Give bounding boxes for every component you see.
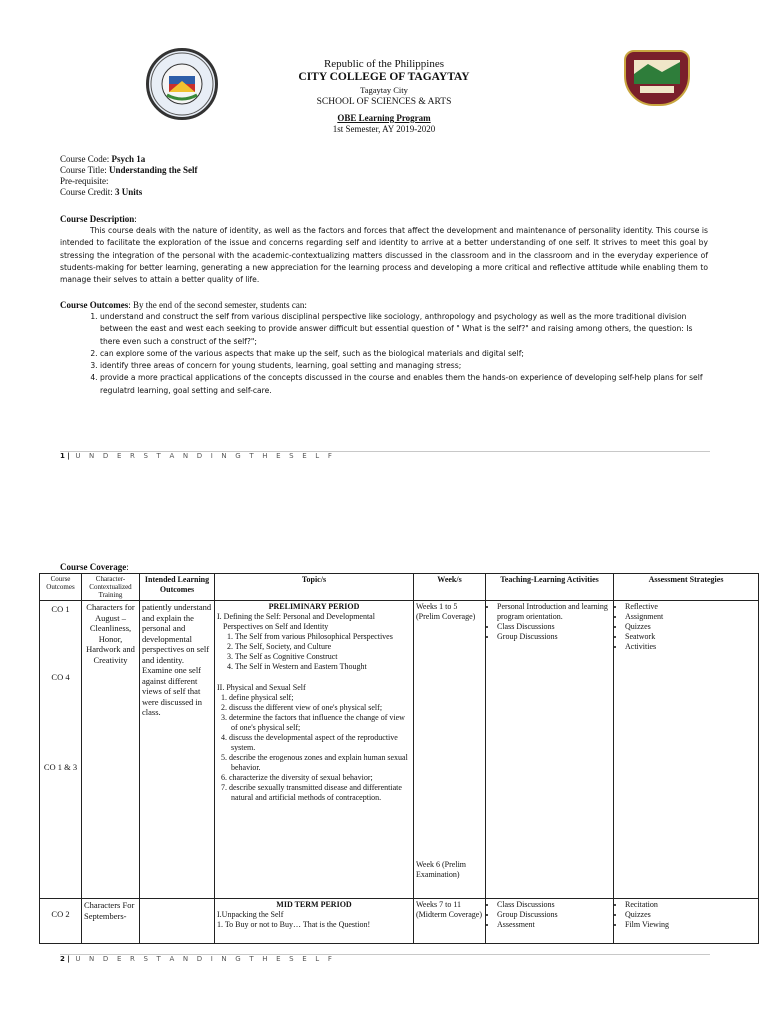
row2-assessment: • Recitation • Quizzes • Film Viewing — [614, 899, 759, 944]
row2-weeks: Weeks 7 to 11 (Midterm Coverage) — [414, 899, 486, 944]
outcomes-list — [60, 311, 708, 397]
row1-topics: PRELIMINARY PERIOD I. Defining the Self: Personal and Developmental Perspectives on Self and Identity 1. The Self from various Philosophical Perspectives 2. The Self, Society, and Culture 3. The Self as Cognitive Construct 4. The Self in Western and Eastern Thought II. Physical and Sexual Self 1. define physical self; 2. discuss the different view of one's physical self; 3. determine the factors that influence the change of view of one's physical self; 4. discuss the developmental aspect of the reproductive system. 5. describe the erogenous zones and explain human sexual behavior. 6. characterize the diversity of sexual behavior; 7. describe sexually transmitted disease and differentiate natural and artificial methods of contraception. — [215, 601, 414, 899]
semester-text: 1st Semester, AY 2019-2020 — [332, 124, 436, 134]
col-character-training: Character-Contextualized Training — [82, 574, 140, 601]
school-name: SCHOOL OF SCIENCES & ARTS — [316, 97, 452, 107]
col-weeks: Week/s — [414, 574, 486, 601]
program-title: OBE Learning Program — [337, 113, 431, 123]
col-ilo: Intended Learning Outcomes — [140, 574, 215, 601]
outcome-item: 1. understand and construct the self from various disciplinal perspective like sociology, anthropology and psychology as well as the more traditional division between the east and west each seeking to provide answer difficult but essential question of " What is the self?" and raising among others, the question: Is there even such a construct of the self?"; — [100, 311, 708, 348]
course-code-line: Course Code: Psych 1a — [60, 154, 146, 164]
row1-outcomes: CO 1 CO 4 CO 1 & 3 — [40, 601, 82, 899]
table-row — [40, 899, 759, 944]
table-row — [40, 601, 759, 899]
description-text: This course deals with the nature of identity, as well as the factors and forces that affect the development and maintenance of personality identity. This course is intended to facilitate the exploration of the issue and concerns regarding self and identity to arrive at a better understanding of one self. It strives to meet this goal by stressing the integration of the personal with the academic-contextualizing matters discussed in the classroom and in the classroom and in the everyday experience of students-making for better learning, generating a new appreciation for the learning process and developing a more critical and reflective attitude while enabling them to manage their selves to attain a better quality of life. — [60, 226, 708, 285]
row1-activities: • Personal Introduction and learning program orientation. • Class Discussions • Group Discussions — [486, 601, 614, 899]
row2-character: Characters For Septembers- — [82, 899, 140, 944]
outcome-item: 2. can explore some of the various aspects that make up the self, such as the biological materials and digital self; — [100, 348, 708, 360]
col-assessment: Assessment Strategies — [614, 574, 759, 601]
row1-character: Characters for August – Cleanliness, Honor, Hardwork and Creativity — [82, 601, 140, 899]
course-credit-line: Course Credit: 3 Units — [60, 187, 143, 197]
coverage-heading: Course Coverage: — [60, 562, 129, 572]
row1-weeks: Weeks 1 to 5 (Prelim Coverage) Week 6 (Prelim Examination) — [414, 601, 486, 899]
republic-text: Republic of the Philippines — [323, 58, 445, 70]
city-seal-logo — [146, 48, 218, 120]
row2-activities: • Class Discussions • Group Discussions • Assessment — [486, 899, 614, 944]
page-footer-2: 2 | U N D E R S T A N D I N G T H E S E L F — [60, 955, 336, 963]
outcome-item: 3. identify three areas of concern for young students, learning, goal setting and managing stress; — [100, 360, 708, 372]
coverage-table — [39, 573, 759, 944]
prerequisite-line: Pre-requisite: — [60, 176, 109, 186]
description-heading: Course Description: — [60, 214, 137, 224]
course-title-line: Course Title: Understanding the Self — [60, 165, 198, 175]
row1-ilo: patiently understand and explain the personal and developmental perspectives on self and identity. Examine one self against different views of self that were discussed in class. — [140, 601, 215, 899]
col-course-outcomes: Course Outcomes — [40, 574, 82, 601]
row1-assessment: • Reflective • Assignment • Quizzes • Seatwork • Activities — [614, 601, 759, 899]
col-activities: Teaching-Learning Activities — [486, 574, 614, 601]
row2-topics: MID TERM PERIOD I.Unpacking the Self 1. To Buy or not to Buy… That is the Question! — [215, 899, 414, 944]
college-seal-logo — [624, 50, 690, 106]
col-topics: Topic/s — [215, 574, 414, 601]
city-name: Tagaytay City — [360, 85, 408, 95]
page-footer-1: 1 | U N D E R S T A N D I N G T H E S E L F — [60, 452, 336, 460]
row2-ilo — [140, 899, 215, 944]
outcome-item: 4. provide a more practical applications of the concepts discussed in the course and enables them the hands-on experience of developing self-help plans for self regulatrd learning, goal setting and self-care. — [100, 372, 708, 397]
outcomes-heading: Course Outcomes: By the end of the second semester, students can: — [60, 300, 307, 310]
college-name: CITY COLLEGE OF TAGAYTAY — [298, 71, 470, 83]
row2-outcomes: CO 2 — [40, 899, 82, 944]
